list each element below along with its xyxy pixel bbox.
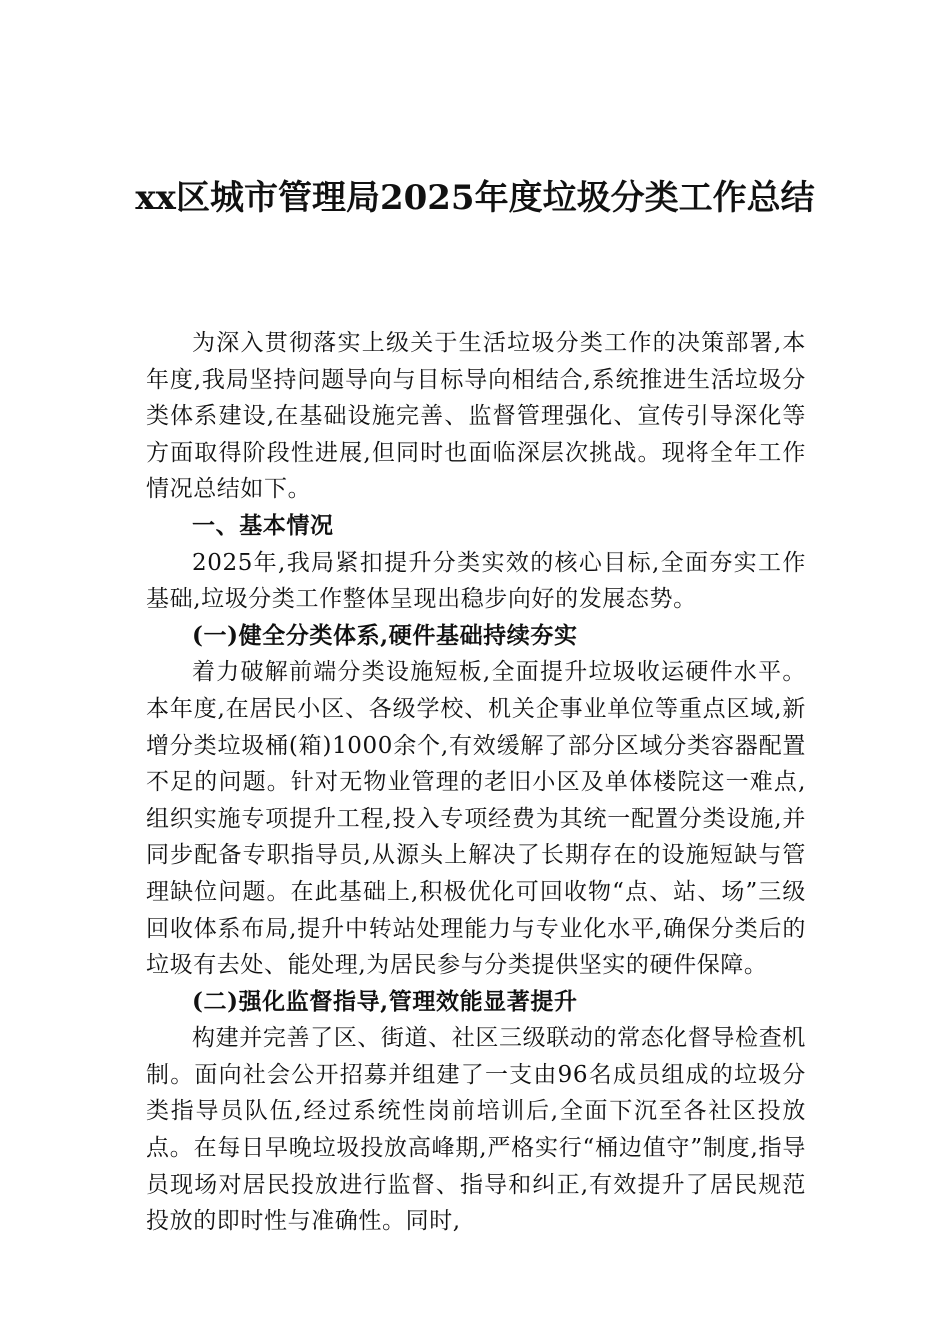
- document-body: [146, 325, 806, 1240]
- subsection-heading-1: (一)健全分类体系,硬件基础持续夯实: [192, 621, 578, 649]
- intro-paragraph: 为深入贯彻落实上级关于生活垃圾分类工作的决策部署,本年度,我局坚持问题导向与目标导向相结合,系统推进生活垃圾分类体系建设,在基础设施完善、监督管理强化、宣传引导深化等方面取得阶段性进展,但同时也面临深层次挑战。现将全年工作情况总结如下。: [146, 330, 806, 503]
- subsection-paragraph-2: 构建并完善了区、街道、社区三级联动的常态化督导检查机制。面向社会公开招募并组建了一支由96名成员组成的垃圾分类指导员队伍,经过系统性岗前培训后,全面下沉至各社区投放点。在每日早晚垃圾投放高峰期,严格实行“桶边值守”制度,指导员现场对居民投放进行监督、指导和纠正,有效提升了居民规范投放的即时性与准确性。同时,: [146, 1025, 806, 1235]
- subsection-heading-2: (二)强化监督指导,管理效能显著提升: [192, 987, 578, 1015]
- section-heading-basic: 一、基本情况: [192, 512, 334, 539]
- document-title: xx区城市管理局2025年度垃圾分类工作总结: [135, 178, 815, 218]
- subsection-paragraph-1: 着力破解前端分类设施短板,全面提升垃圾收运硬件水平。本年度,在居民小区、各级学校、机关企事业单位等重点区域,新增分类垃圾桶(箱)1000余个,有效缓解了部分区域分类容器配置不足的问题。针对无物业管理的老旧小区及单体楼院这一难点,组织实施专项提升工程,投入专项经费为其统一配置分类设施,并同步配备专职指导员,从源头上解决了长期存在的设施短缺与管理缺位问题。在此基础上,积极优化可回收物“点、站、场”三级回收体系布局,提升中转站处理能力与专业化水平,确保分类后的垃圾有去处、能处理,为居民参与分类提供坚实的硬件保障。: [146, 659, 806, 979]
- section-paragraph: 2025年,我局紧扣提升分类实效的核心目标,全面夯实工作基础,垃圾分类工作整体呈现出稳步向好的发展态势。: [146, 549, 806, 613]
